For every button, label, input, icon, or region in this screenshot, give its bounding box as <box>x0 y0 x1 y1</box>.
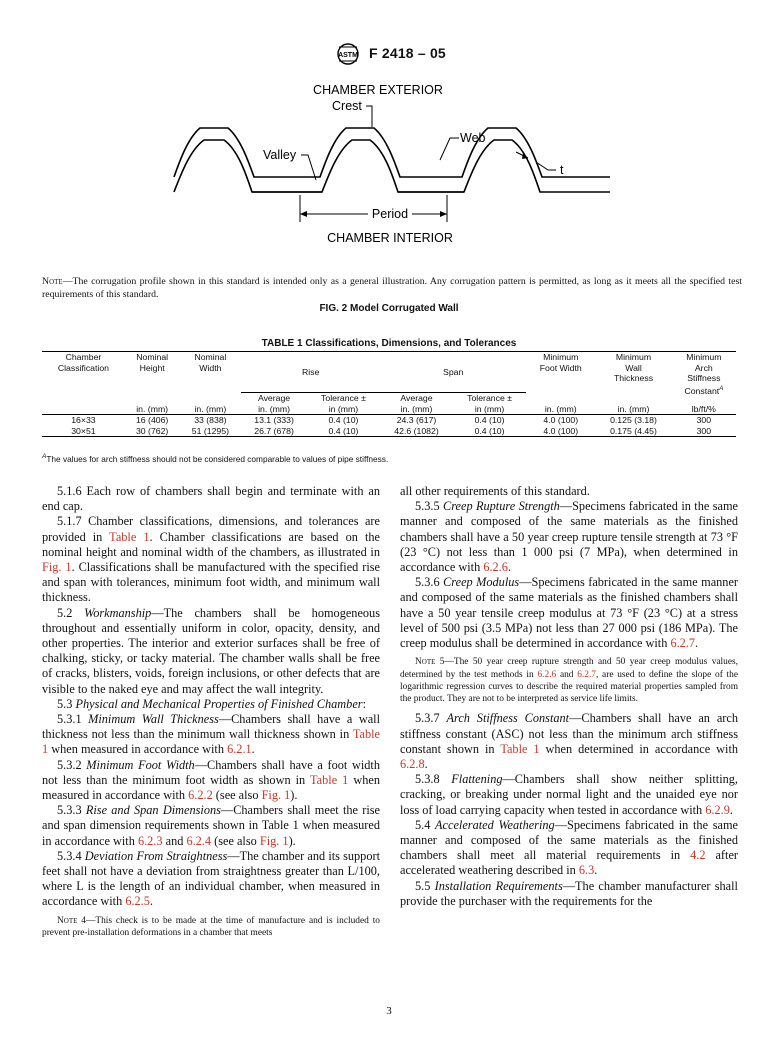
valley-label: Valley <box>263 148 297 162</box>
section-4-2-link[interactable]: 4.2 <box>690 848 706 863</box>
paragraph-5-5: 5.5 Installation Requirements—The chamber manufacturer shall provide the purchaser with the requirements for the <box>400 878 738 908</box>
table-cell: 30×51 <box>42 426 125 437</box>
header-chamber: Chamber Classification <box>42 352 125 404</box>
section-6-2-4-link[interactable]: 6.2.4 <box>186 833 212 848</box>
chamber-exterior-label: CHAMBER EXTERIOR <box>313 83 443 97</box>
right-column <box>400 484 738 909</box>
svg-text:ASTM: ASTM <box>338 52 358 59</box>
table-cell: 26.7 (678) <box>241 426 306 437</box>
header-wall-thickness: Minimum Wall Thickness <box>595 352 671 404</box>
continuation-text: all other requirements of this standard. <box>400 484 590 498</box>
fig-1-link[interactable]: Fig. 1 <box>42 560 72 575</box>
unit-cell: in. (mm) <box>125 404 180 415</box>
corrugation-inner-line <box>174 140 610 192</box>
header-arch-stiffness: Minimum Arch Stiffness Constant$^A$ <box>672 352 736 404</box>
table-row <box>42 415 736 426</box>
paragraph-5-3-4: 5.3.4 Deviation From Straightness—The chamber and its support feet shall not have a deviation from straightness greater than L/100, where L is the length of an individual chamber, when measured in accordance with 6.2.5. <box>42 848 380 909</box>
section-6-2-2-link[interactable]: 6.2.2 <box>188 788 213 803</box>
fig-1-link[interactable]: Fig. 1 <box>259 833 289 848</box>
header-nominal-height: Nominal Height <box>125 352 180 404</box>
section-6-2-6-link[interactable]: 6.2.6 <box>483 560 508 575</box>
document-id: F 2418 – 05 <box>369 45 446 61</box>
table-cell: 0.125 (3.18) <box>610 415 657 425</box>
period-label: Period <box>371 207 409 221</box>
crest-leader <box>366 106 372 127</box>
table-cell: 16 (406) <box>135 415 169 425</box>
table-cell: 51 (1295) <box>179 426 241 437</box>
web-label: Web <box>460 131 486 145</box>
table-1-link[interactable]: Table 1 <box>42 727 380 757</box>
table-cell: 24.3 (617) <box>396 415 437 425</box>
table-title: TABLE 1 Classifications, Dimensions, and Tolerances <box>261 338 517 349</box>
astm-logo-icon <box>333 43 363 65</box>
header-rise-average: Average <box>257 393 291 403</box>
corrugated-wall-figure <box>140 80 640 250</box>
classification-table <box>42 351 736 437</box>
figure-note <box>42 275 742 301</box>
header-rise: Rise <box>241 352 380 393</box>
unit-cell: lb/ft/% <box>672 404 736 415</box>
paragraph-5-3-7: 5.3.7 Arch Stiffness Constant—Chambers shall have an arch stiffness constant (ASC) not less than the minimum arch stiffness constant shown in Table 1 when determined in accordance with 6.2.8. <box>400 711 739 772</box>
section-6-2-8-link[interactable]: 6.2.8 <box>400 757 425 772</box>
table-cell: 0.4 (10) <box>307 426 380 437</box>
note-5: Note 5—The 50 year creep rupture strength and 50 year creep modulus values, determined by the test methods in 6.2.6 and 6.2.7, are used to define the slope of the logarithmic regression curves to describe the required material properties sampled from the product. They are not to be interpreted as service life limits. <box>400 657 738 705</box>
section-6-3-link[interactable]: 6.3 <box>578 863 595 878</box>
table-1-link[interactable]: Table 1 <box>109 529 150 544</box>
table-cell: 0.4 (10) <box>453 426 526 437</box>
table-1-link[interactable]: Table 1 <box>310 772 349 787</box>
paragraph-5-3-1: 5.3.1 Minimum Wall Thickness—Chambers shall have a wall thickness not less than the minimum wall thickness shown in Table 1 when measured in accordance with 6.2.1. <box>42 712 380 757</box>
table-cell: 4.0 (100) <box>526 426 595 437</box>
table-cell: 0.4 (10) <box>328 415 359 425</box>
section-6-2-9-link[interactable]: 6.2.9 <box>705 802 730 817</box>
header-span-average: Average <box>400 393 433 403</box>
note-text: —The corrugation profile shown in this standard is intended only as a general illustration. Any corrugation pattern is permitted, as long as it meets all the specified test requirements of this standard. <box>42 276 742 300</box>
section-6-2-5-link[interactable]: 6.2.5 <box>125 894 150 909</box>
section-6-2-7-link[interactable]: 6.2.7 <box>577 669 596 680</box>
unit-cell: in. (mm) <box>241 404 306 415</box>
table-header-row <box>42 352 736 393</box>
thickness-label: t <box>560 163 564 177</box>
unit-cell: in. (mm) <box>380 404 453 415</box>
section-6-2-7-link[interactable]: 6.2.7 <box>670 636 696 651</box>
paragraph-5-4: 5.4 Accelerated Weathering—Specimens fabricated in the same manner and composed of the same materials as the finished chambers shall meet all material requirements in 4.2 after accelerated weathering described in 6.3. <box>400 817 738 878</box>
table-cell: 0.4 (10) <box>474 415 505 425</box>
paragraph-5-2: 5.2 Workmanship—The chambers shall be homogeneous throughout and essentially uniform in color, opacity, density, and other properties. The interior and exterior surfaces shall be free of chalking, sticky, or tacky material. The chamber walls shall be free of cracks, blisters, voids, foreign inclusions, or other defects that are visible to the naked eye and may affect the wall integrity. <box>42 605 380 696</box>
corrugation-outer-line <box>174 128 610 177</box>
fig-1-link[interactable]: Fig. 1 <box>261 788 291 803</box>
paragraph-5-3-8: 5.3.8 Flattening—Chambers shall show neither splitting, cracking, or breaking under normal light and the unaided eye nor loss of load carrying capacity when tested in accordance with 6.2.9. <box>400 772 739 817</box>
header-span: Span <box>380 352 526 393</box>
paragraph-5-3-2: 5.3.2 Minimum Foot Width—Chambers shall have a foot width not less than the minimum foot width as shown in Table 1 when measured in accordance with 6.2.2 (see also Fig. 1). <box>42 757 381 803</box>
page-number: 3 <box>386 1005 392 1017</box>
unit-cell: in. (mm) <box>179 404 241 415</box>
note-4: Note 4—This check is to be made at the time of manufacture and is included to prevent pre-installation deformations in a chamber that meets <box>42 915 380 938</box>
header-rise-tolerance: Tolerance ± <box>321 393 366 403</box>
table-units-row <box>42 404 736 415</box>
corrugation-diagram <box>140 80 640 250</box>
note-label: Note <box>42 276 63 287</box>
table-cell: 33 (838) <box>194 415 227 425</box>
table-1-link[interactable]: Table 1 <box>500 741 540 756</box>
chamber-interior-label: CHAMBER INTERIOR <box>327 231 453 245</box>
unit-cell: in. (mm) <box>595 404 671 415</box>
table-row <box>42 426 736 437</box>
table-cell: 4.0 (100) <box>543 415 579 425</box>
paragraph-5-3-3: 5.3.3 Rise and Span Dimensions—Chambers shall meet the rise and span dimension requirements shown in Table 1 when measured in accordance with 6.2.3 and 6.2.4 (see also Fig. 1). <box>42 803 380 848</box>
header-foot-width: Minimum Foot Width <box>526 352 595 404</box>
paragraph-5-3: 5.3 Physical and Mechanical Properties of Finished Chamber: <box>57 696 366 711</box>
table-cell: 13.1 (333) <box>254 415 294 425</box>
table-footnote: $^A$The values for arch stiffness should not be considered comparable to values of pipe stiffness. <box>42 453 389 464</box>
left-column <box>42 484 380 945</box>
unit-cell: in. (mm) <box>526 404 595 415</box>
header-span-tolerance: Tolerance ± <box>467 393 512 403</box>
paragraph-5-3-6: 5.3.6 Creep Modulus—Specimens fabricated in the same manner and composed of the same materials as the finished chambers shall have a 50 year tensile creep modulus at 73 °F (23 °C) at a stress level of 500 psi (3.5 MPa) not less than 27 000 psi (186 MPa). The creep modulus shall be determined in accordance with 6.2.7. <box>400 575 738 651</box>
page-header <box>0 40 778 66</box>
table-cell: 16×33 <box>71 415 96 425</box>
table-cell: 300 <box>672 426 736 437</box>
header-nominal-width: Nominal Width <box>179 352 241 404</box>
paragraph-5-3-5: 5.3.5 Creep Rupture Strength—Specimens fabricated in the same manner and composed of the same materials as the finished chambers shall have a 50 year creep rupture tensile strength at 73 °F (23 °C) not less than 1 000 psi (7 MPa), when determined in accordance with 6.2.6. <box>400 499 738 575</box>
figure-caption: FIG. 2 Model Corrugated Wall <box>319 303 459 314</box>
section-6-2-1-link[interactable]: 6.2.1 <box>227 742 252 757</box>
unit-cell: in (mm) <box>307 404 380 415</box>
table-cell: 30 (762) <box>125 426 180 437</box>
section-6-2-6-link[interactable]: 6.2.6 <box>537 669 557 680</box>
table-cell: 0.175 (4.45) <box>595 426 671 437</box>
paragraph-5-1-7: 5.1.7 Chamber classifications, dimensions, and tolerances are provided in Table 1. Chamber classifications are based on the nominal height and nominal width of the chambers, as illustrated in Fig. 1. Classifications shall be manufactured with the specified rise and span with tolerances, minimum foot width, and minimum wall thickness. <box>42 514 381 605</box>
paragraph-5-1-6: 5.1.6 Each row of chambers shall begin and terminate with an end cap. <box>42 484 380 514</box>
section-6-2-3-link[interactable]: 6.2.3 <box>137 833 163 848</box>
unit-cell: in (mm) <box>453 404 526 415</box>
table-cell: 42.6 (1082) <box>380 426 453 437</box>
crest-label: Crest <box>332 99 362 113</box>
table-cell: 300 <box>696 415 712 425</box>
web-leader <box>440 138 459 160</box>
